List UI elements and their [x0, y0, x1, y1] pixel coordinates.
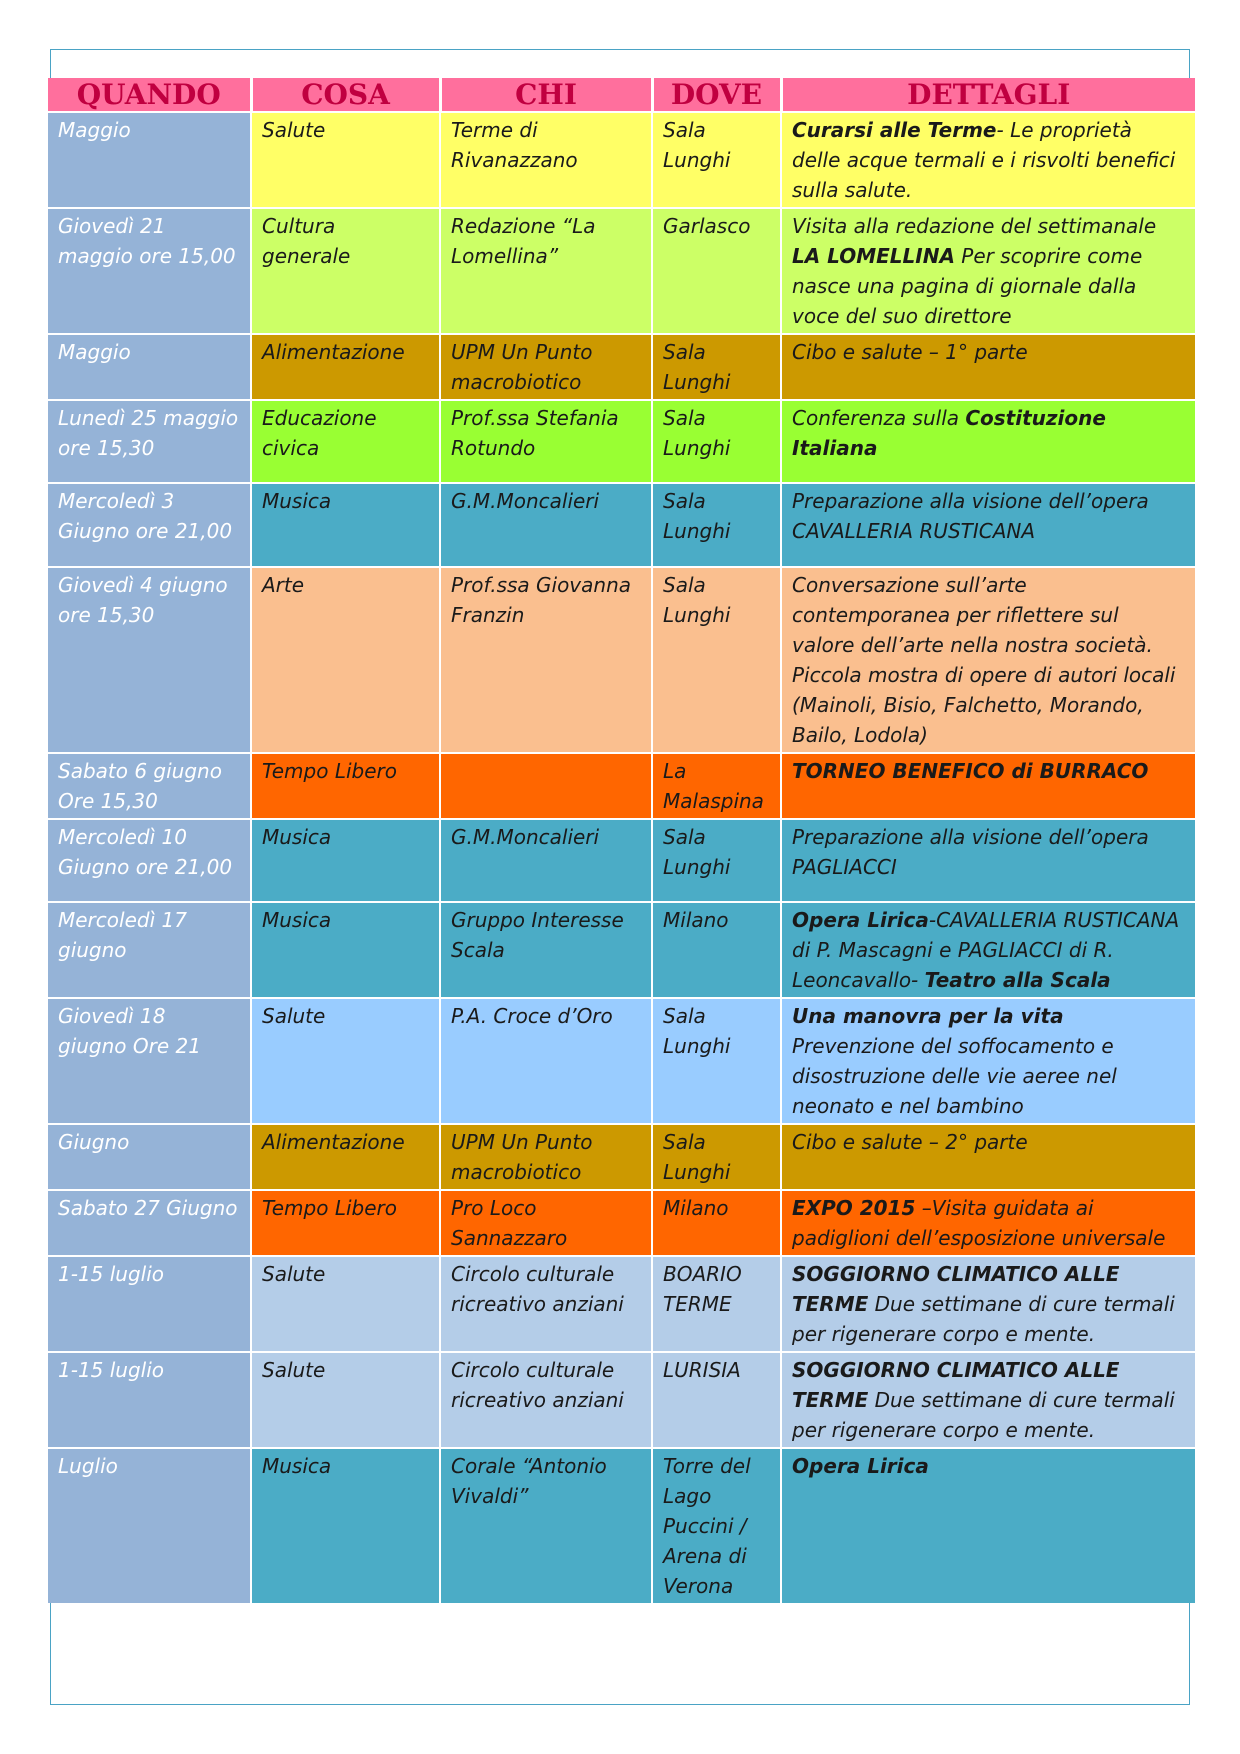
cell-when: Lunedì 25 maggio ore 15,30: [48, 400, 251, 483]
cell-where: Sala Lunghi: [652, 400, 781, 483]
cell-who: Circolo culturale ricreativo anziani: [440, 1352, 652, 1448]
cell-details: [781, 1124, 1195, 1190]
header-dettagli: DETTAGLI: [781, 78, 1195, 112]
cell-who: Gruppo Interesse Scala: [440, 902, 652, 998]
cell-who: G.M.Moncalieri: [440, 819, 652, 902]
details-bold-text: Curarsi alle Terme: [792, 118, 997, 142]
cell-where: Milano: [652, 902, 781, 998]
details-bold-text: TORNEO BENEFICO di BURRACO: [792, 759, 1149, 783]
details-bold-text: SOGGIORNO CLIMATICO ALLE TERME: [792, 1262, 1120, 1316]
table-row: [48, 112, 1195, 208]
details-text: Per scoprire come nasce una pagina di giornale dalla voce del suo direttore: [792, 244, 1143, 328]
cell-when: Sabato 6 giugno Ore 15,30: [48, 753, 251, 819]
cell-who: Corale “Antonio Vivaldi”: [440, 1448, 652, 1603]
table-row: [48, 902, 1195, 998]
table-row: [48, 1256, 1195, 1352]
table-body: [48, 112, 1195, 1603]
cell-details: [781, 1448, 1195, 1603]
cell-where: Sala Lunghi: [652, 567, 781, 753]
cell-who: UPM Un Punto macrobiotico: [440, 334, 652, 400]
cell-who: G.M.Moncalieri: [440, 483, 652, 567]
cell-details: [781, 998, 1195, 1124]
table-row: [48, 208, 1195, 334]
cell-details: [781, 819, 1195, 902]
cell-who: [440, 753, 652, 819]
cell-what: Salute: [251, 1256, 440, 1352]
cell-when: Sabato 27 Giugno: [48, 1190, 251, 1256]
details-bold-text: Opera Lirica: [792, 1454, 929, 1478]
cell-what: Musica: [251, 1448, 440, 1603]
cell-what: Alimentazione: [251, 1124, 440, 1190]
details-bold-text: LA LOMELLINA: [792, 244, 955, 268]
cell-details: [781, 334, 1195, 400]
cell-details: [781, 567, 1195, 753]
cell-who: Circolo culturale ricreativo anziani: [440, 1256, 652, 1352]
cell-who: Redazione “La Lomellina”: [440, 208, 652, 334]
cell-what: Salute: [251, 998, 440, 1124]
cell-details: [781, 1190, 1195, 1256]
details-text: Cibo e salute – 2° parte: [792, 1130, 1028, 1154]
details-bold-text: Costituzione Italiana: [792, 406, 1106, 460]
table-row: [48, 1124, 1195, 1190]
details-text: Conversazione sull’arte contemporanea per riflettere sul valore dell’arte nella nostra società. Piccola mostra di opere di autori locali (Mainoli, Bisio, Falchetto, Morando, Bailo, Lodola): [792, 573, 1176, 747]
cell-when: Mercoledì 17 giugno: [48, 902, 251, 998]
cell-what: Musica: [251, 483, 440, 567]
details-text: - Le proprietà delle acque termali e i risvolti benefici sulla salute.: [792, 118, 1176, 202]
details-text: Preparazione alla visione dell’opera CAVALLERIA RUSTICANA: [792, 489, 1149, 543]
cell-when: 1-15 luglio: [48, 1256, 251, 1352]
events-table: [48, 78, 1195, 1603]
cell-what: Salute: [251, 112, 440, 208]
cell-where: Sala Lunghi: [652, 1124, 781, 1190]
cell-when: Maggio: [48, 112, 251, 208]
header-dove: DOVE: [652, 78, 781, 112]
details-bold-text: Opera Lirica: [792, 908, 929, 932]
table-row: [48, 819, 1195, 902]
details-text: -CAVALLERIA RUSTICANA di P. Mascagni e PAGLIACCI di R. Leoncavallo-: [792, 908, 1180, 992]
table-row: [48, 753, 1195, 819]
cell-who: UPM Un Punto macrobiotico: [440, 1124, 652, 1190]
cell-details: [781, 483, 1195, 567]
cell-details: [781, 902, 1195, 998]
header-cosa: COSA: [251, 78, 440, 112]
cell-who: Prof.ssa Giovanna Franzin: [440, 567, 652, 753]
details-text: Cibo e salute – 1° parte: [792, 340, 1028, 364]
details-bold-text: Teatro alla Scala: [924, 968, 1111, 992]
cell-what: Educazione civica: [251, 400, 440, 483]
cell-where: Sala Lunghi: [652, 483, 781, 567]
cell-where: Sala Lunghi: [652, 819, 781, 902]
table-row: [48, 1190, 1195, 1256]
cell-details: [781, 112, 1195, 208]
cell-where: Sala Lunghi: [652, 112, 781, 208]
details-text: –Visita guidata ai padiglioni dell’esposizione universale: [792, 1196, 1166, 1250]
cell-what: Arte: [251, 567, 440, 753]
cell-details: [781, 1352, 1195, 1448]
cell-what: Musica: [251, 902, 440, 998]
cell-who: Terme di Rivanazzano: [440, 112, 652, 208]
details-text: Due settimane di cure termali per rigenerare corpo e mente.: [792, 1388, 1175, 1442]
table-row: [48, 998, 1195, 1124]
cell-where: La Malaspina: [652, 753, 781, 819]
cell-what: Alimentazione: [251, 334, 440, 400]
cell-what: Musica: [251, 819, 440, 902]
cell-when: Giovedì 4 giugno ore 15,30: [48, 567, 251, 753]
cell-who: Pro Loco Sannazzaro: [440, 1190, 652, 1256]
details-text: Visita alla redazione del settimanale: [792, 214, 1157, 238]
cell-when: Mercoledì 10 Giugno ore 21,00: [48, 819, 251, 902]
header-chi: CHI: [440, 78, 652, 112]
table-row: [48, 400, 1195, 483]
cell-where: LURISIA: [652, 1352, 781, 1448]
details-bold-text: Una manovra per la vita: [792, 1004, 1064, 1028]
cell-what: Salute: [251, 1352, 440, 1448]
details-text: Conferenza sulla: [792, 406, 966, 430]
table-row: [48, 334, 1195, 400]
cell-who: Prof.ssa Stefania Rotundo: [440, 400, 652, 483]
details-bold-text: EXPO 2015: [792, 1196, 916, 1220]
cell-where: Milano: [652, 1190, 781, 1256]
cell-who: P.A. Croce d’Oro: [440, 998, 652, 1124]
cell-when: Maggio: [48, 334, 251, 400]
cell-where: Sala Lunghi: [652, 334, 781, 400]
table-row: [48, 1448, 1195, 1603]
table-row: [48, 567, 1195, 753]
cell-where: BOARIO TERME: [652, 1256, 781, 1352]
cell-when: Mercoledì 3 Giugno ore 21,00: [48, 483, 251, 567]
table-row: [48, 483, 1195, 567]
cell-where: Torre del Lago Puccini / Arena di Verona: [652, 1448, 781, 1603]
cell-when: Giovedì 18 giugno Ore 21: [48, 998, 251, 1124]
details-text: Prevenzione del soffocamento e disostruzione delle vie aeree nel neonato e nel bambino: [792, 1034, 1117, 1118]
cell-what: Cultura generale: [251, 208, 440, 334]
cell-when: Giugno: [48, 1124, 251, 1190]
cell-details: [781, 1256, 1195, 1352]
table-row: [48, 1352, 1195, 1448]
cell-details: [781, 400, 1195, 483]
cell-details: [781, 753, 1195, 819]
cell-what: Tempo Libero: [251, 753, 440, 819]
cell-where: Sala Lunghi: [652, 998, 781, 1124]
header-quando: QUANDO: [48, 78, 251, 112]
table-header-row: [48, 78, 1195, 112]
cell-what: Tempo Libero: [251, 1190, 440, 1256]
cell-where: Garlasco: [652, 208, 781, 334]
cell-when: Giovedì 21 maggio ore 15,00: [48, 208, 251, 334]
cell-details: [781, 208, 1195, 334]
details-text: Preparazione alla visione dell’opera PAGLIACCI: [792, 825, 1149, 879]
cell-when: 1-15 luglio: [48, 1352, 251, 1448]
details-text: Due settimane di cure termali per rigenerare corpo e mente.: [792, 1292, 1175, 1346]
details-bold-text: SOGGIORNO CLIMATICO ALLE TERME: [792, 1358, 1120, 1412]
cell-when: Luglio: [48, 1448, 251, 1603]
